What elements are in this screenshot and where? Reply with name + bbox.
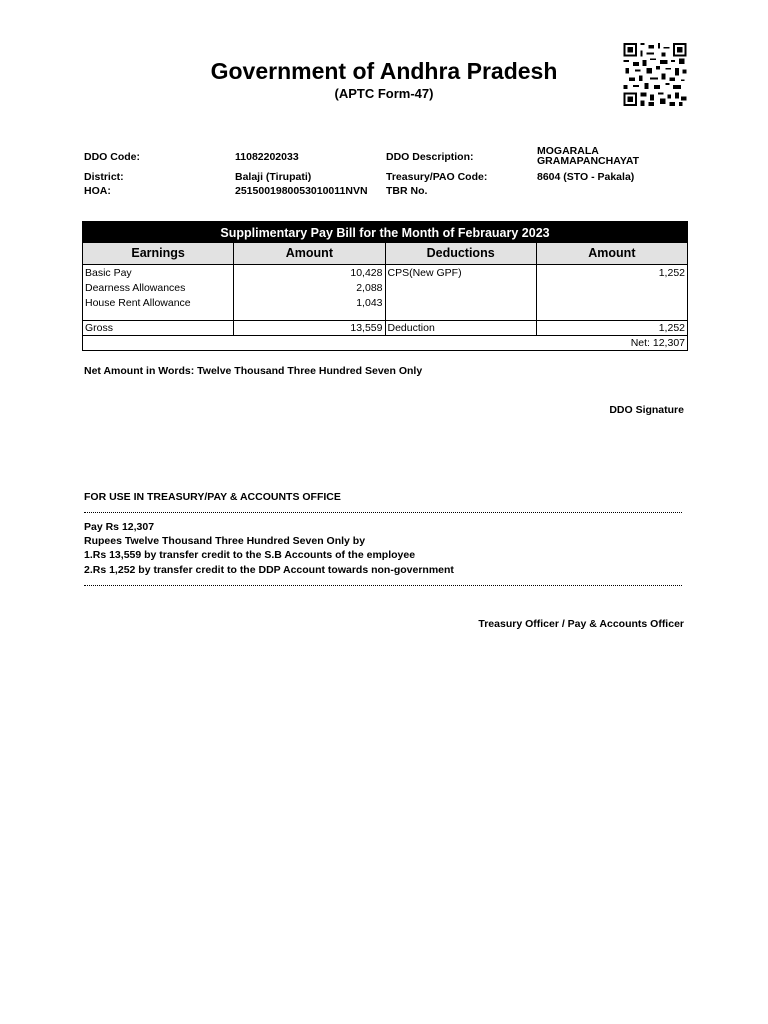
earning-amount: 2,088 xyxy=(356,282,383,294)
totals-row xyxy=(82,321,688,336)
bill-body xyxy=(82,265,688,321)
earnings-names xyxy=(83,265,233,320)
deduction-names xyxy=(385,265,536,320)
ddo-desc-label: DDO Description: xyxy=(386,151,474,163)
earning-name: Basic Pay xyxy=(85,267,132,279)
ddo-code-label: DDO Code: xyxy=(84,151,140,163)
gross-value: 13,559 xyxy=(233,321,384,335)
net-amount: Net: 12,307 xyxy=(82,336,688,351)
pay-amount: Pay Rs 12,307 xyxy=(84,521,155,533)
deduction-total-value: 1,252 xyxy=(536,321,687,335)
ddo-code-value: 11082202033 xyxy=(235,151,299,163)
treasury-heading: FOR USE IN TREASURY/PAY & ACCOUNTS OFFICE xyxy=(84,491,341,503)
ddo-signature: DDO Signature xyxy=(609,404,684,416)
treasury-officer-signature: Treasury Officer / Pay & Accounts Officer xyxy=(478,618,684,630)
col-deductions-amount: Amount xyxy=(536,243,687,264)
earning-amount: 10,428 xyxy=(350,267,383,279)
qr-code-icon xyxy=(622,43,688,106)
page-title: Government of Andhra Pradesh xyxy=(210,58,558,84)
gross-label: Gross xyxy=(85,322,114,334)
hoa-label: HOA: xyxy=(84,185,111,197)
deduction-total-label: Deduction xyxy=(385,321,536,335)
rupees-in-words: Rupees Twelve Thousand Three Hundred Seven Only by xyxy=(84,535,366,547)
treasury-code-value: 8604 (STO - Pakala) xyxy=(537,171,635,183)
dotted-divider xyxy=(84,512,682,513)
district-value: Balaji (Tirupati) xyxy=(235,171,312,183)
deduction-amounts xyxy=(536,265,687,320)
col-earnings-amount: Amount xyxy=(233,243,384,264)
earning-name: House Rent Allowance xyxy=(85,297,191,309)
tbr-label: TBR No. xyxy=(386,185,428,197)
ddo-desc-value xyxy=(537,146,639,166)
net-in-words: Net Amount in Words: Twelve Thousand Three Hundred Seven Only xyxy=(84,365,423,377)
column-header-row xyxy=(82,243,688,265)
bill-heading: Supplimentary Pay Bill for the Month of Febrauary 2023 xyxy=(82,221,688,243)
pay-bill-table xyxy=(82,221,688,351)
ddo-desc-line1: MOGARALA xyxy=(537,145,599,157)
col-deductions: Deductions xyxy=(385,243,536,264)
treasury-code-label: Treasury/PAO Code: xyxy=(386,171,488,183)
deduction-name: CPS(New GPF) xyxy=(387,267,462,279)
deduction-amount: 1,252 xyxy=(658,267,685,279)
col-earnings: Earnings xyxy=(131,246,185,260)
district-label: District: xyxy=(84,171,124,183)
transfer-line-1: 1.Rs 13,559 by transfer credit to the S.B Accounts of the employee xyxy=(84,549,416,561)
earning-name: Dearness Allowances xyxy=(85,282,186,294)
form-subtitle: (APTC Form-47) xyxy=(334,86,434,101)
transfer-line-2: 2.Rs 1,252 by transfer credit to the DDP Account towards non-government xyxy=(84,564,454,576)
ddo-desc-line2: GRAMAPANCHAYAT xyxy=(537,155,640,167)
earnings-amounts xyxy=(233,265,384,320)
dotted-divider xyxy=(84,585,682,586)
earning-amount: 1,043 xyxy=(356,297,383,309)
hoa-value: 2515001980053010011NVN xyxy=(235,185,368,197)
